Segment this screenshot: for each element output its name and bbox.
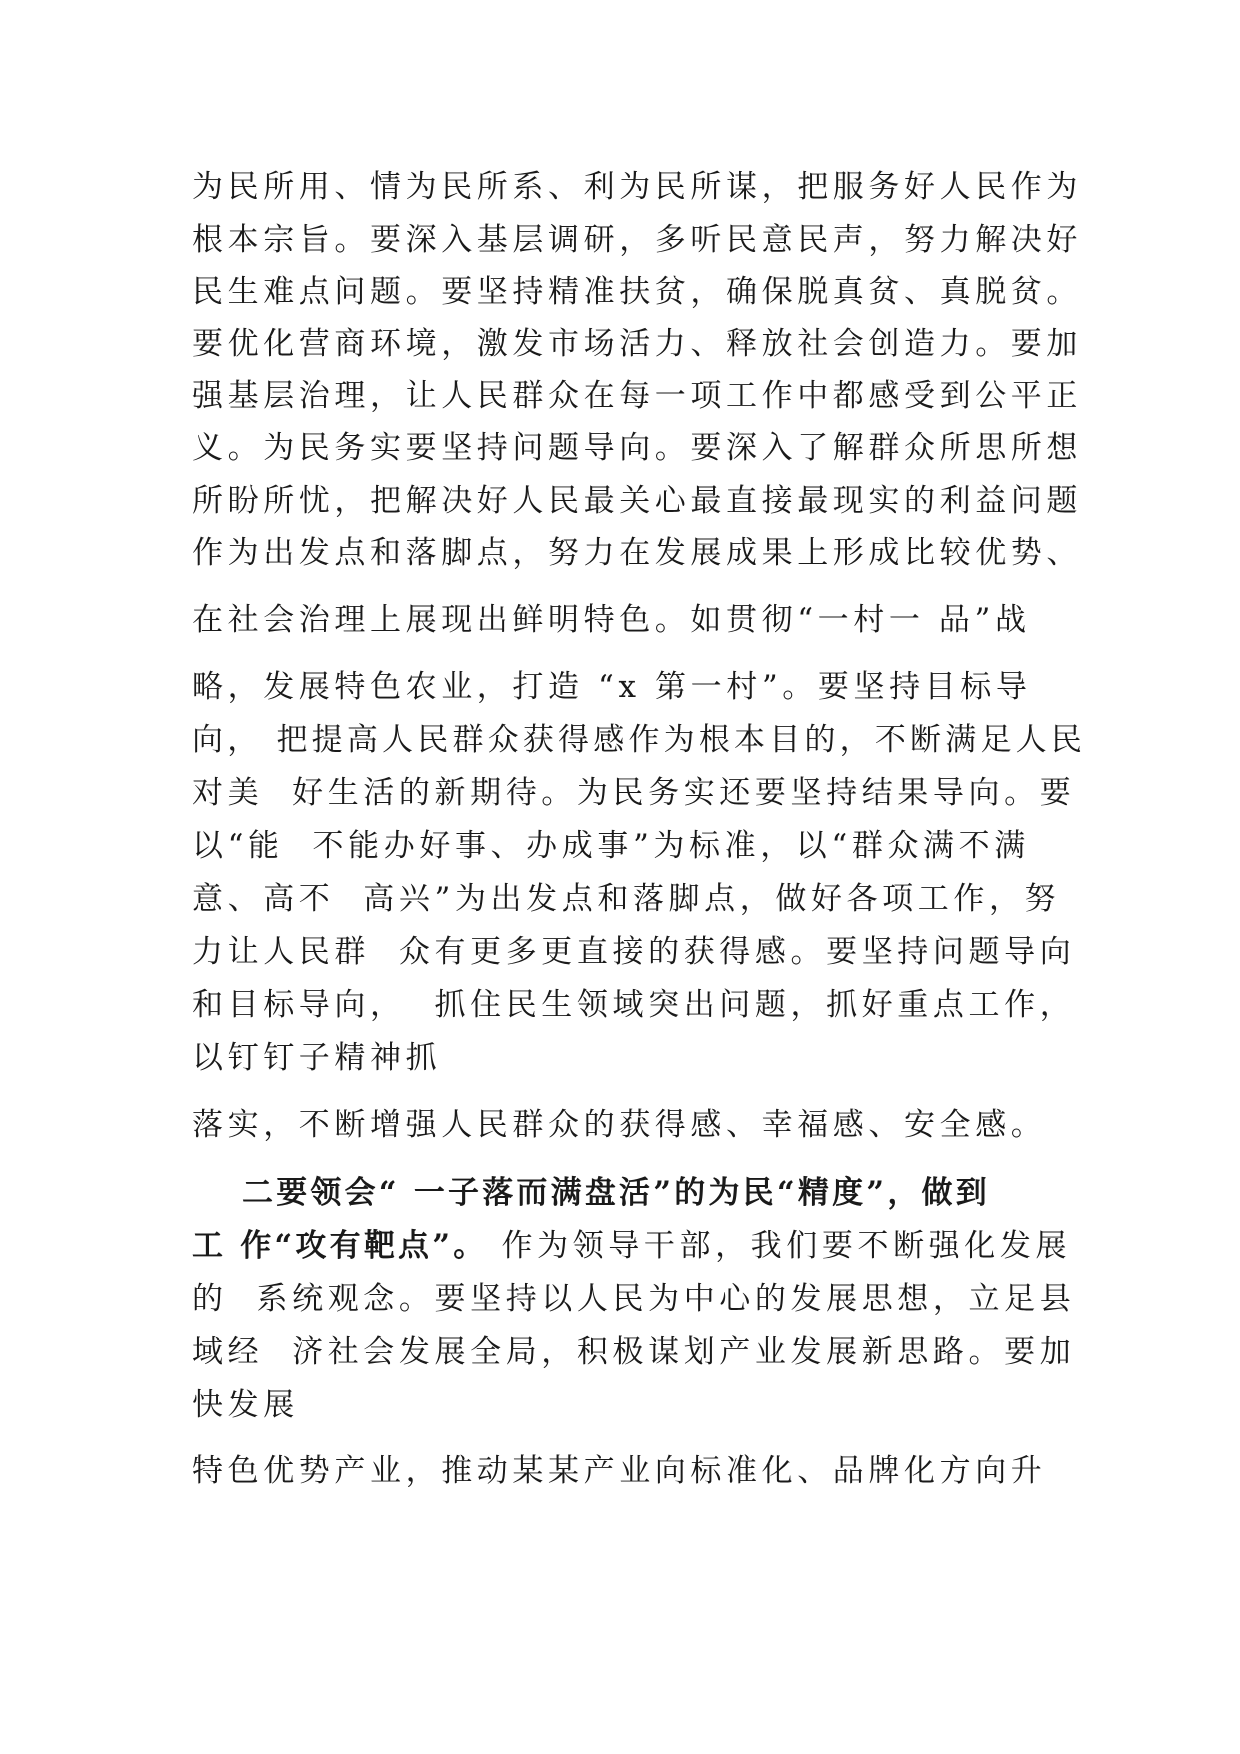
body-text-line: 民生难点问题。要坚持精准扶贫，确保脱真贫、真脱贫。 bbox=[192, 274, 1082, 310]
body-text-line: 对美 好生活的新期待。为民务实还要坚持结果导向。要 bbox=[192, 775, 1076, 811]
body-text-line: 的 系统观念。要坚持以人民为中心的发展思想，立足县 bbox=[192, 1281, 1076, 1317]
body-text-line: 快发展 bbox=[192, 1387, 299, 1423]
body-text-line: 在社会治理上展现出鲜明特色。如贯彻“一村一 品”战 bbox=[192, 602, 1031, 638]
body-text-line: 特色优势产业，推动某某产业向标准化、品牌化方向升 bbox=[192, 1453, 1047, 1489]
body-text-line: 以“能 不能办好事、办成事”为标准，以“群众满不满 bbox=[192, 828, 1030, 864]
body-text-line: 作为出发点和落脚点，努力在发展成果上形成比较优势、 bbox=[192, 535, 1082, 571]
body-text-line: 略，发展特色农业，打造 “x 第一村”。要坚持目标导 bbox=[192, 669, 1032, 705]
body-text-line: 强基层治理，让人民群众在每一项工作中都感受到公平正 bbox=[192, 378, 1082, 414]
body-text-line: 所盼所忧，把解决好人民最关心最直接最现实的利益问题 bbox=[192, 483, 1082, 519]
body-text-line: 向， 把提高人民群众获得感作为根本目的，不断满足人民 bbox=[192, 722, 1087, 758]
body-text-line: 和目标导向， 抓住民生领域突出问题，抓好重点工作， bbox=[192, 987, 1076, 1023]
body-text-line: 根本宗旨。要深入基层调研，多听民意民声，努力解决好 bbox=[192, 222, 1082, 258]
body-text-line: 落实，不断增强人民群众的获得感、幸福感、安全感。 bbox=[192, 1107, 1047, 1143]
body-text-line: 力让人民群 众有更多更直接的获得感。要坚持问题导向 bbox=[192, 934, 1076, 970]
body-text-line: 意、高不 高兴”为出发点和落脚点，做好各项工作，努 bbox=[192, 881, 1061, 917]
body-text-line: 以钉钉子精神抓 bbox=[192, 1040, 442, 1076]
body-text-line: 义。为民务实要坚持问题导向。要深入了解群众所思所想 bbox=[192, 430, 1082, 466]
body-text-line: 为民所用、情为民所系、利为民所谋，把服务好人民作为 bbox=[192, 169, 1082, 205]
section-heading-continuation-prefix: 工 bbox=[192, 1228, 241, 1264]
body-text-segment: 作为领导干部，我们要不断强化发展 bbox=[501, 1228, 1072, 1264]
body-text-line bbox=[192, 1226, 1071, 1266]
body-text-line: 要优化营商环境，激发市场活力、释放社会创造力。要加 bbox=[192, 326, 1082, 362]
section-heading-continuation: 作“攻有靶点”。 bbox=[240, 1228, 488, 1264]
body-text-line: 域经 济社会发展全局，积极谋划产业发展新思路。要加 bbox=[192, 1334, 1076, 1370]
section-heading: 二要领会“ 一子落而满盘活”的为民“精度”，做到 bbox=[242, 1175, 990, 1211]
